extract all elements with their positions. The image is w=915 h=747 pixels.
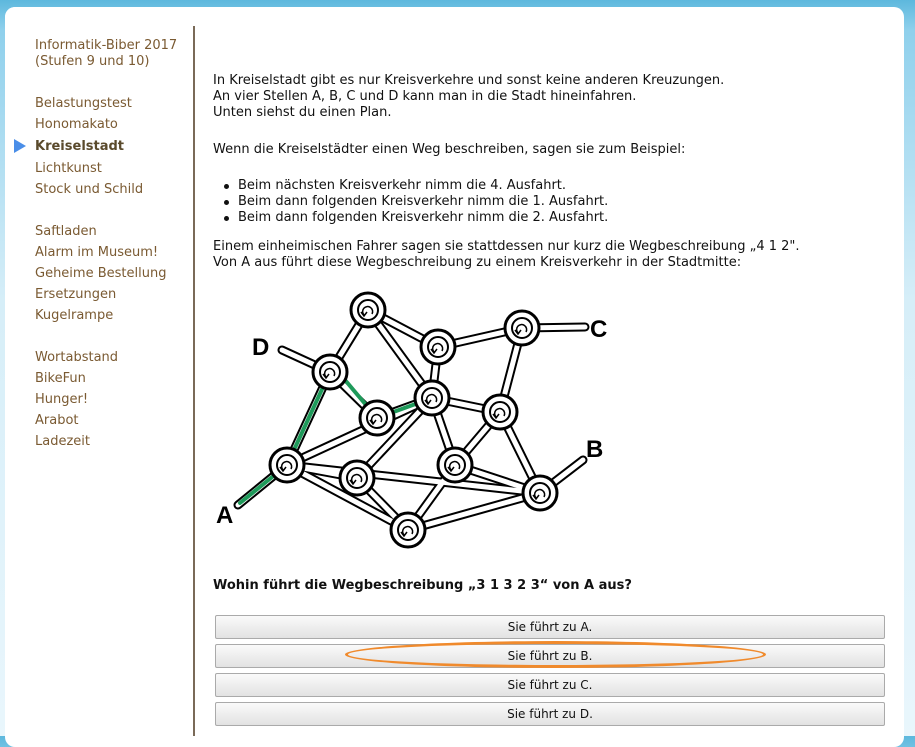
sidebar-item-saftladen[interactable]: Saftladen — [35, 224, 97, 239]
example-bullet-2: Beim dann folgenden Kreisverkehr nimm die 1. Ausfahrt. — [238, 194, 609, 209]
sidebar-item-hunger[interactable]: Hunger! — [35, 392, 89, 407]
roundabout-n9 — [340, 461, 374, 495]
roundabout-n1 — [351, 293, 385, 327]
roundabout-n12 — [391, 513, 425, 547]
roundabout-n4 — [313, 355, 347, 389]
intro-line-3: Unten siehst du einen Plan. — [213, 105, 392, 120]
sidebar-item-arabot[interactable]: Arabot — [35, 413, 79, 428]
sidebar-item-lichtkunst[interactable]: Lichtkunst — [35, 161, 102, 176]
roundabout-city-map — [205, 285, 625, 565]
sidebar-item-stock-und-schild[interactable]: Stock und Schild — [35, 182, 144, 197]
answer-button-b[interactable]: Sie führt zu B. — [215, 644, 885, 668]
sidebar-item-bikefun[interactable]: BikeFun — [35, 371, 86, 386]
roundabout-n11 — [523, 476, 557, 510]
roundabout-n6 — [483, 395, 517, 429]
sidebar-subtitle: (Stufen 9 und 10) — [35, 54, 150, 69]
example-bullet-3: Beim dann folgenden Kreisverkehr nimm die 2. Ausfahrt. — [238, 210, 609, 225]
intro-line-2: An vier Stellen A, B, C und D kann man in die Stadt hineinfahren. — [213, 89, 637, 104]
answer-button-c[interactable]: Sie führt zu C. — [215, 673, 885, 697]
intro-line-1: In Kreiselstadt gibt es nur Kreisverkehre und sonst keine anderen Kreuzungen. — [213, 73, 725, 88]
sidebar-item-kugelrampe[interactable]: Kugelrampe — [35, 308, 114, 323]
sidebar-item-ersetzungen[interactable]: Ersetzungen — [35, 287, 117, 302]
current-item-arrow-icon — [14, 139, 26, 153]
roundabout-n5 — [415, 381, 449, 415]
roundabout-n8 — [270, 448, 304, 482]
roundabout-n7 — [360, 401, 394, 435]
sidebar-item-ladezeit[interactable]: Ladezeit — [35, 434, 90, 449]
answer-button-d[interactable]: Sie führt zu D. — [215, 702, 885, 726]
sidebar-title: Informatik-Biber 2017 — [35, 38, 178, 53]
question-text: Wohin führt die Wegbeschreibung „3 1 3 2 3“ von A aus? — [213, 578, 632, 593]
short-description-line-1: Einem einheimischen Fahrer sagen sie stattdessen nur kurz die Wegbeschreibung „4 1 2". — [213, 239, 800, 254]
map-label-d: D — [252, 334, 270, 361]
map-label-b: B — [586, 436, 604, 463]
answer-button-a[interactable]: Sie führt zu A. — [215, 615, 885, 639]
example-bullet-1: Beim nächsten Kreisverkehr nimm die 4. Ausfahrt. — [238, 178, 567, 193]
short-description-line-2: Von A aus führt diese Wegbeschreibung zu einem Kreisverkehr in der Stadtmitte: — [213, 255, 742, 270]
roundabout-n3 — [421, 330, 455, 364]
roundabout-n2 — [505, 311, 539, 345]
sidebar-item-geheime-bestellung[interactable]: Geheime Bestellung — [35, 266, 167, 281]
map-label-c: C — [590, 316, 608, 343]
example-intro: Wenn die Kreiselstädter einen Weg beschreiben, sagen sie zum Beispiel: — [213, 142, 686, 157]
sidebar-item-belastungstest[interactable]: Belastungstest — [35, 96, 132, 111]
sidebar-divider — [193, 26, 195, 736]
sidebar-item-alarm-im-museum[interactable]: Alarm im Museum! — [35, 245, 159, 260]
roundabout-n10 — [438, 448, 472, 482]
map-label-a: A — [216, 502, 234, 529]
sidebar-item-wortabstand[interactable]: Wortabstand — [35, 350, 119, 365]
sidebar-item-honomakato[interactable]: Honomakato — [35, 117, 118, 132]
sidebar-item-kreiselstadt[interactable]: Kreiselstadt — [35, 139, 125, 154]
